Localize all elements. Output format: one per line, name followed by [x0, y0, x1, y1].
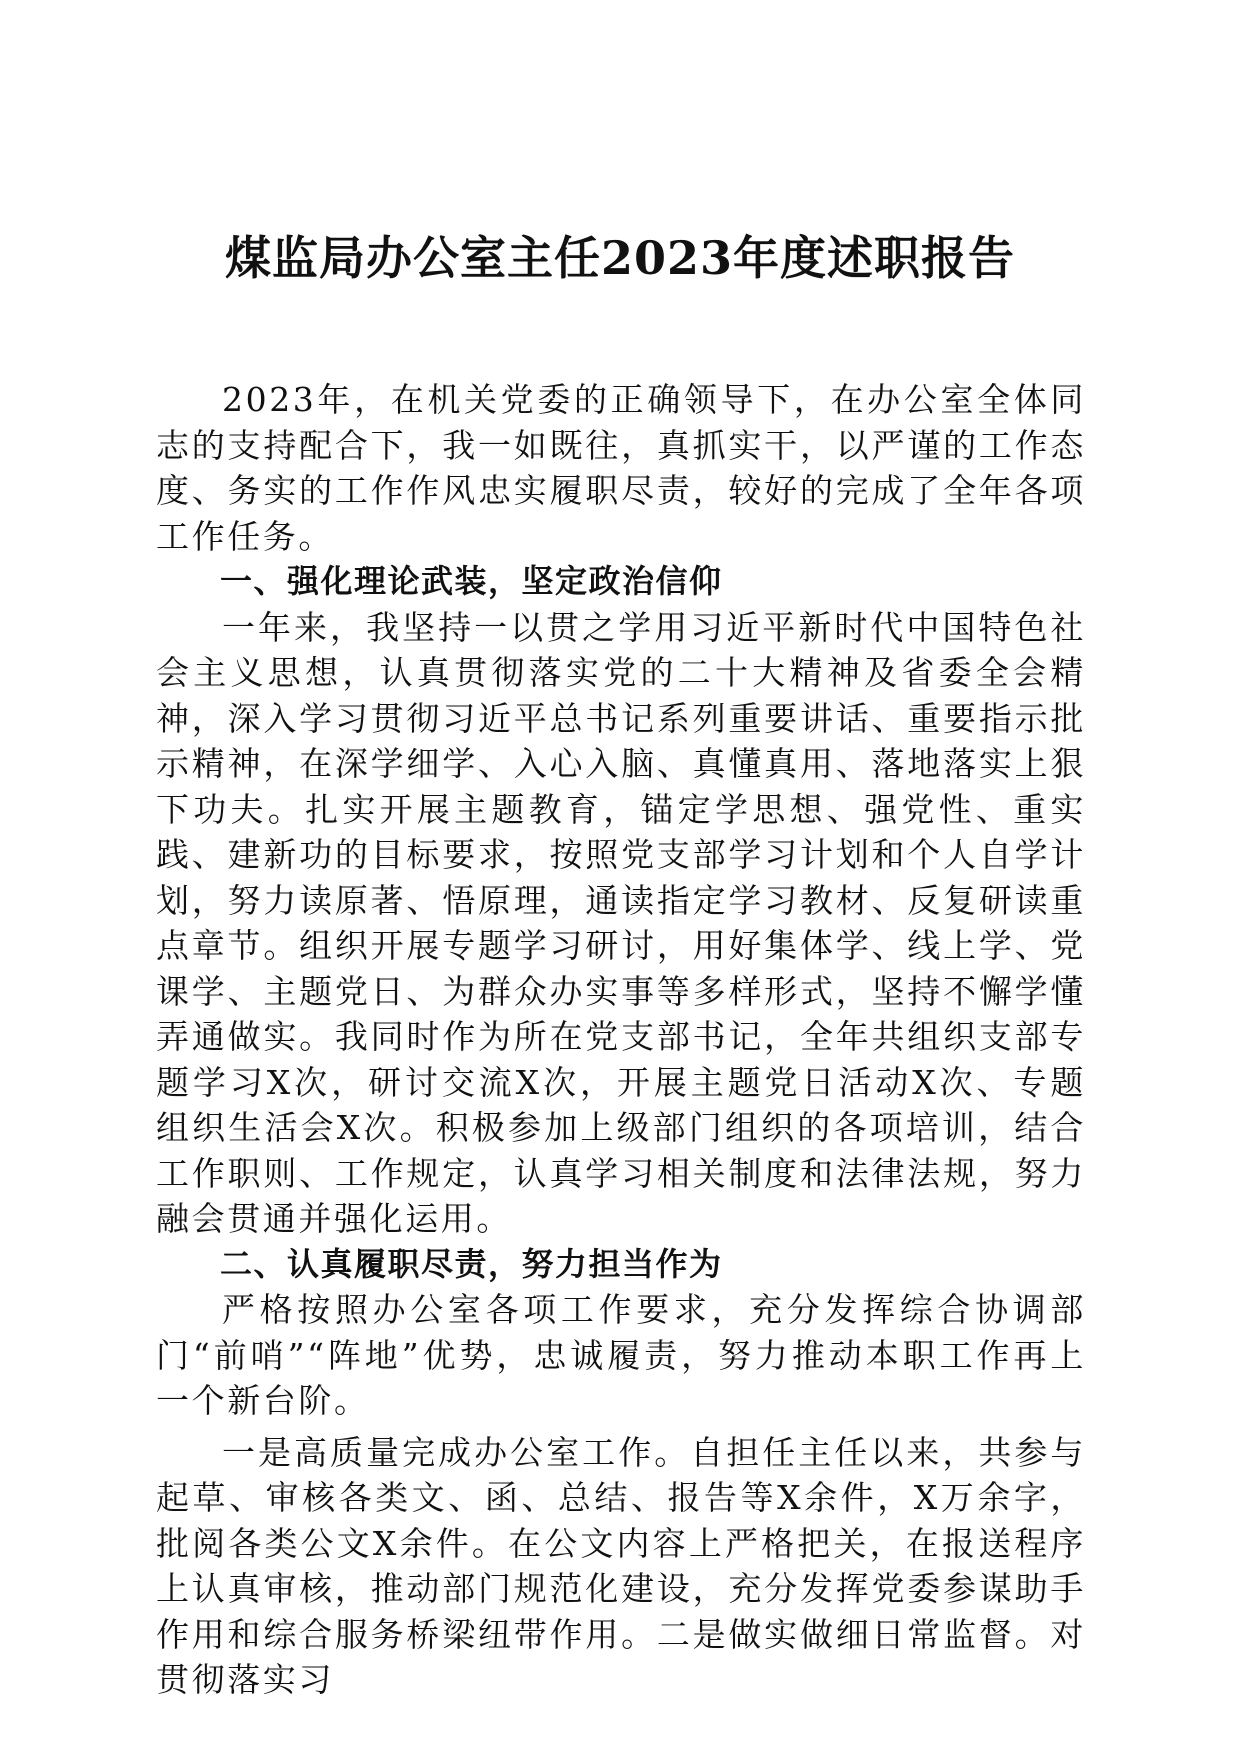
- section-2-paragraph-2: 一是高质量完成办公室工作。自担任主任以来，共参与起草、审核各类文、函、总结、报告等X余件，X万余字，批阅各类公文X余件。在公文内容上严格把关，在报送程序上认真审核，推动部门规范化建设，充分发挥党委参谋助手作用和综合服务桥梁纽带作用。二是做实做细日常监督。对贯彻落实习: [156, 1432, 1086, 1699]
- section-heading-2: 二、认真履职尽责，努力担当作为: [220, 1244, 723, 1283]
- section-heading-1: 一、强化理论武装，坚定政治信仰: [220, 562, 723, 600]
- section-1-paragraph-1: 一年来，我坚持一以贯之学用习近平新时代中国特色社会主义思想，认真贯彻落实党的二十大精神及省委全会精神，深入学习贯彻习近平总书记系列重要讲话、重要指示批示精神，在深学细学、入心入脑、真懂真用、落地落实上狠下功夫。扎实开展主题教育，锚定学思想、强党性、重实践、建新功的目标要求，按照党支部学习计划和个人自学计划，努力读原著、悟原理，通读指定学习教材、反复研读重点章节。组织开展专题学习研讨，用好集体学、线上学、党课学、主题党日、为群众办实事等多样形式，坚持不懈学懂弄通做实。我同时作为所在党支部书记，全年共组织支部专题学习X次，研讨交流X次，开展主题党日活动X次、专题组织生活会X次。积极参加上级部门组织的各项培训，结合工作职则、工作规定，认真学习相关制度和法律法规，努力融会贯通并强化运用。: [156, 607, 1086, 1238]
- document-body: [156, 377, 1086, 1703]
- section-2-paragraph-1: 严格按照办公室各项工作要求，充分发挥综合协调部门“前哨”“阵地”优势，忠诚履责，努力推动本职工作再上一个新台阶。: [156, 1290, 1086, 1420]
- page-title: 煤监局办公室主任2023年度述职报告: [224, 231, 1016, 285]
- intro-paragraph: 2023年，在机关党委的正确领导下，在办公室全体同志的支持配合下，我一如既往，真抓实干，以严谨的工作态度、务实的工作作风忠实履职尽责，较好的完成了全年各项工作任务。: [156, 380, 1086, 556]
